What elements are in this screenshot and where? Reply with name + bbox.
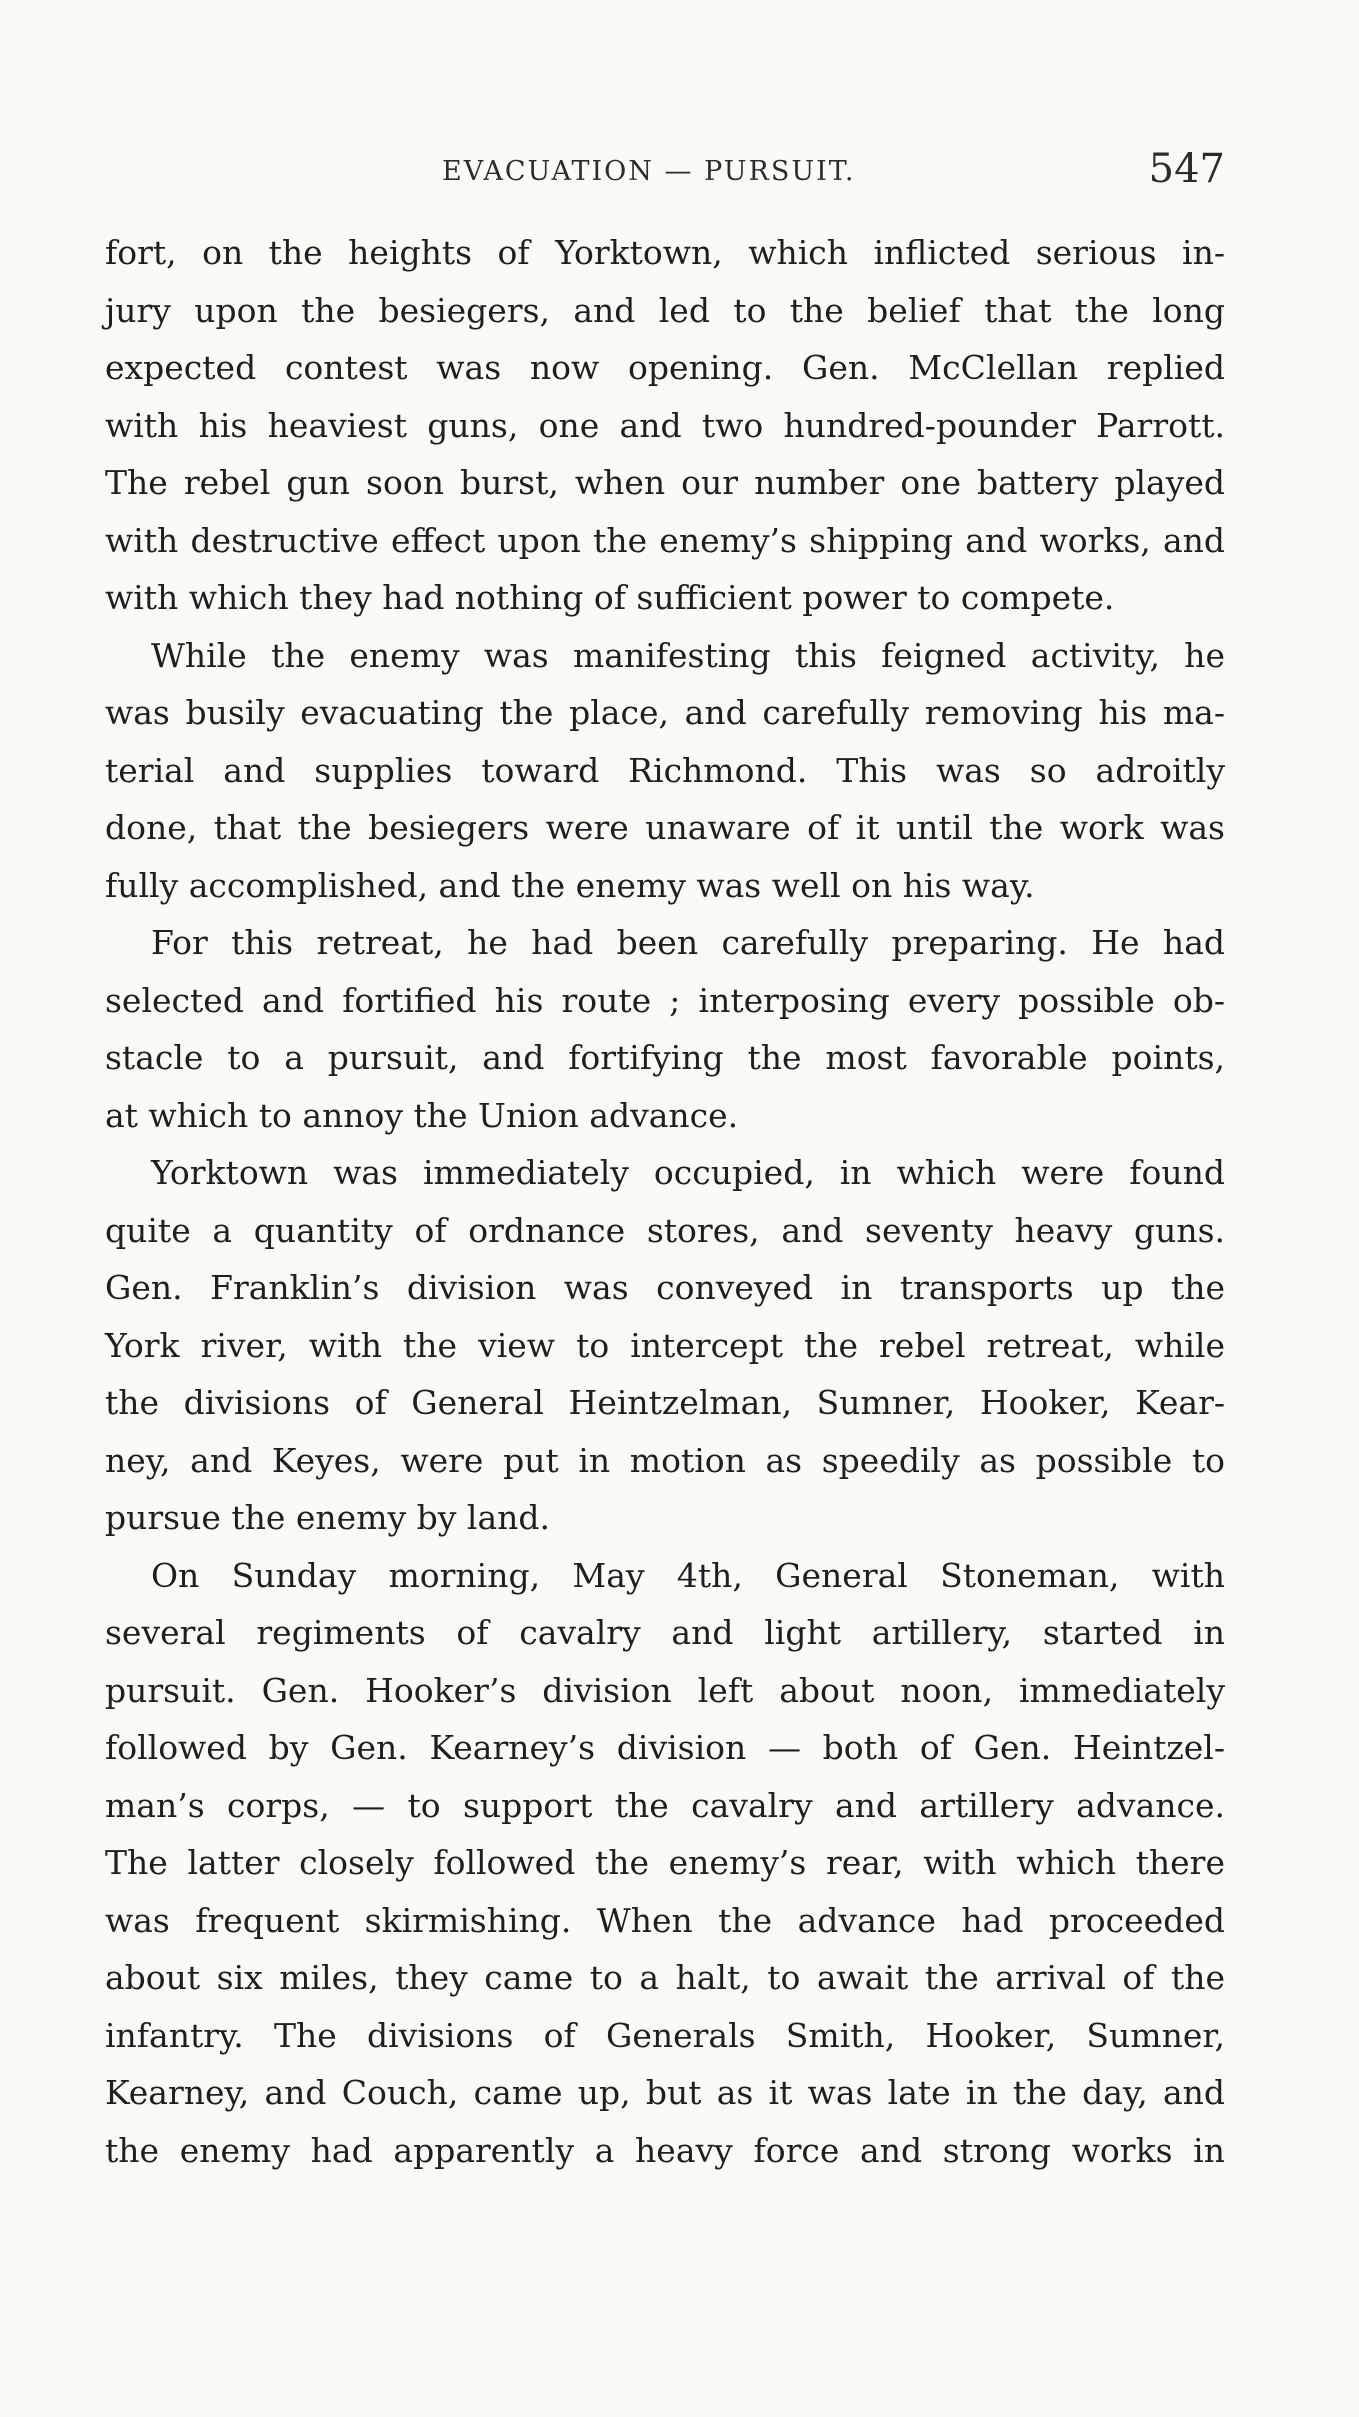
text-line: fully accomplished, and the enemy was well on his way. [105, 865, 1035, 905]
text-line: Kearney, and Couch, came up, but as it was late in the day, and [105, 2073, 1225, 2112]
text-line: infantry. The divisions of Generals Smith, Hooker, Sumner, [105, 2015, 1225, 2055]
text-line: with which they had nothing of sufficient power to compete. [105, 578, 1115, 617]
running-title: EVACUATION — PURSUIT. [442, 156, 856, 187]
running-head [105, 138, 1225, 198]
text-line: about six miles, they came to a halt, to await the arrival of the [105, 1958, 1225, 1997]
text-line: Yorktown was immediately occupied, in which were found [151, 1153, 1225, 1192]
text-line: selected and fortified his route ; interposing every possible ob- [105, 980, 1225, 1020]
text-line: fort, on the heights of Yorktown, which inflicted serious in- [105, 233, 1225, 272]
text-line: quite a quantity of ordnance stores, and seventy heavy guns. [105, 1210, 1225, 1250]
text-line: at which to annoy the Union advance. [105, 1095, 739, 1135]
text-line: The rebel gun soon burst, when our number one battery played [105, 463, 1225, 502]
text-line: was frequent skirmishing. When the advance had proceeded [105, 1900, 1225, 1940]
text-line: the enemy had apparently a heavy force and strong works in [105, 2130, 1225, 2170]
text-line: with destructive effect upon the enemy’s shipping and works, and [105, 520, 1225, 560]
text-line: was busily evacuating the place, and carefully removing his ma- [105, 693, 1225, 732]
text-line: pursue the enemy by land. [105, 1498, 550, 1537]
text-line: stacle to a pursuit, and fortifying the most favorable points, [105, 1038, 1225, 1077]
text-line: For this retreat, he had been carefully preparing. He had [151, 923, 1225, 962]
text-line: followed by Gen. Kearney’s division — both of Gen. Heintzel- [105, 1728, 1225, 1767]
text-line: man’s corps, — to support the cavalry and artillery advance. [105, 1785, 1225, 1825]
text-line: On Sunday morning, May 4th, General Stoneman, with [151, 1555, 1225, 1595]
text-line: ney, and Keyes, were put in motion as speedily as possible to [105, 1440, 1225, 1480]
text-line: Gen. Franklin’s division was conveyed in transports up the [105, 1268, 1225, 1307]
text-line: York river, with the view to intercept the rebel retreat, while [105, 1325, 1225, 1365]
body-text [105, 224, 1225, 2179]
text-line: the divisions of General Heintzelman, Sumner, Hooker, Kear- [105, 1383, 1225, 1422]
text-line: pursuit. Gen. Hooker’s division left about noon, immediately [105, 1670, 1225, 1710]
text-line: expected contest was now opening. Gen. McClellan replied [105, 348, 1225, 387]
text-line: The latter closely followed the enemy’s rear, with which there [105, 1843, 1225, 1882]
text-line: with his heaviest guns, one and two hundred-pounder Parrott. [105, 405, 1225, 445]
text-line: several regiments of cavalry and light artillery, started in [105, 1613, 1225, 1652]
text-line: done, that the besiegers were unaware of it until the work was [105, 808, 1225, 847]
text-line: While the enemy was manifesting this feigned activity, he [151, 635, 1225, 675]
text-line: terial and supplies toward Richmond. This was so adroitly [105, 750, 1225, 790]
text-line: jury upon the besiegers, and led to the belief that the long [105, 290, 1225, 330]
page-number: 547 [1148, 146, 1225, 192]
